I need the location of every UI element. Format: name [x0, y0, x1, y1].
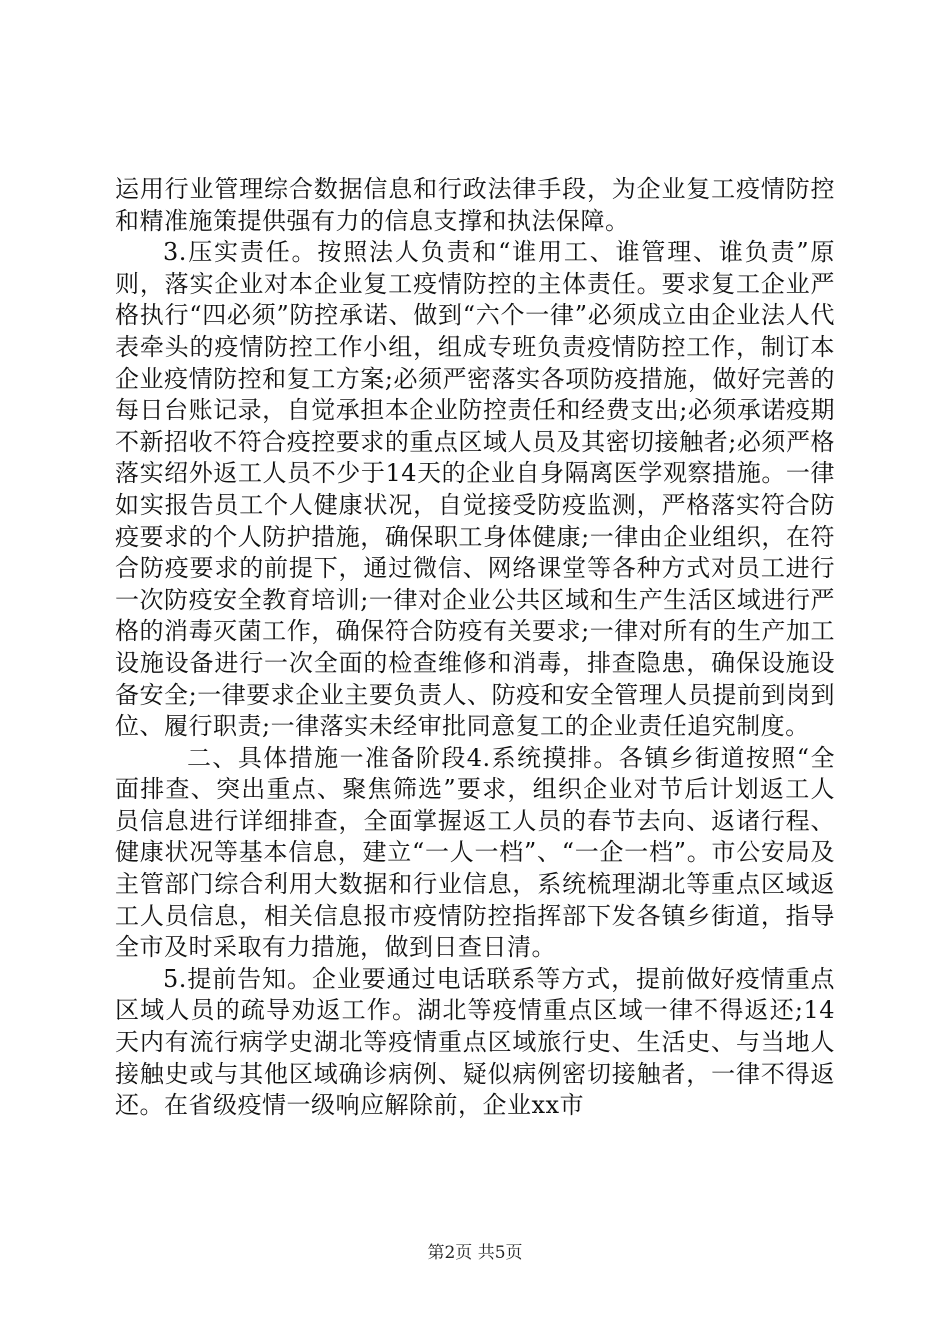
paragraph-4: 5.提前告知。企业要通过电话联系等方式，提前做好疫情重点区域人员的疏导劝返工作。湖北等疫情重点区域一律不得返还;14天内有流行病学史湖北等疫情重点区域旅行史、生活史、与当地人接触史或与其他区域确诊病例、疑似病例密切接触者，一律不得返还。在省级疫情一级响应解除前，企业xx市 — [115, 964, 835, 1120]
paragraph-1: 运用行业管理综合数据信息和行政法律手段，为企业复工疫情防控和精准施策提供强有力的信息支撑和执法保障。 — [115, 175, 835, 235]
document-body — [115, 174, 835, 1122]
paragraph-2: 3.压实责任。按照法人负责和“谁用工、谁管理、谁负责”原则，落实企业对本企业复工疫情防控的主体责任。要求复工企业严格执行“四必须”防控承诺、做到“六个一律”必须成立由企业法人代表牵头的疫情防控工作小组，组成专班负责疫情防控工作，制订本企业疫情防控和复工方案;必须严密落实各项防疫措施，做好完善的每日台账记录，自觉承担本企业防控责任和经费支出;必须承诺疫期不新招收不符合疫控要求的重点区域人员及其密切接触者;必须严格落实绍外返工人员不少于14天的企业自身隔离医学观察措施。一律如实报告员工个人健康状况，自觉接受防疫监测，严格落实符合防疫要求的个人防护措施，确保职工身体健康;一律由企业组织，在符合防疫要求的前提下，通过微信、网络课堂等各种方式对员工进行一次防疫安全教育培训;一律对企业公共区域和生产生活区域进行严格的消毒灭菌工作，确保符合防疫有关要求;一律对所有的生产加工设施设备进行一次全面的检查维修和消毒，排查隐患，确保设施设备安全;一律要求企业主要负责人、防疫和安全管理人员提前到岗到位、履行职责;一律落实未经审批同意复工的企业责任追究制度。 — [115, 238, 835, 741]
page-number-footer: 第2页 共5页 — [427, 1243, 523, 1263]
paragraph-3: 二、具体措施一准备阶段4.系统摸排。各镇乡街道按照“全面排查、突出重点、聚焦筛选”要求，组织企业对节后计划返工人员信息进行详细排查，全面掌握返工人员的春节去向、返诸行程、健康状况等基本信息，建立“一人一档”、“一企一档”。市公安局及主管部门综合利用大数据和行业信息，系统梳理湖北等重点区域返工人员信息，相关信息报市疫情防控指挥部下发各镇乡街道，指导全市及时采取有力措施，做到日查日清。 — [115, 743, 835, 962]
